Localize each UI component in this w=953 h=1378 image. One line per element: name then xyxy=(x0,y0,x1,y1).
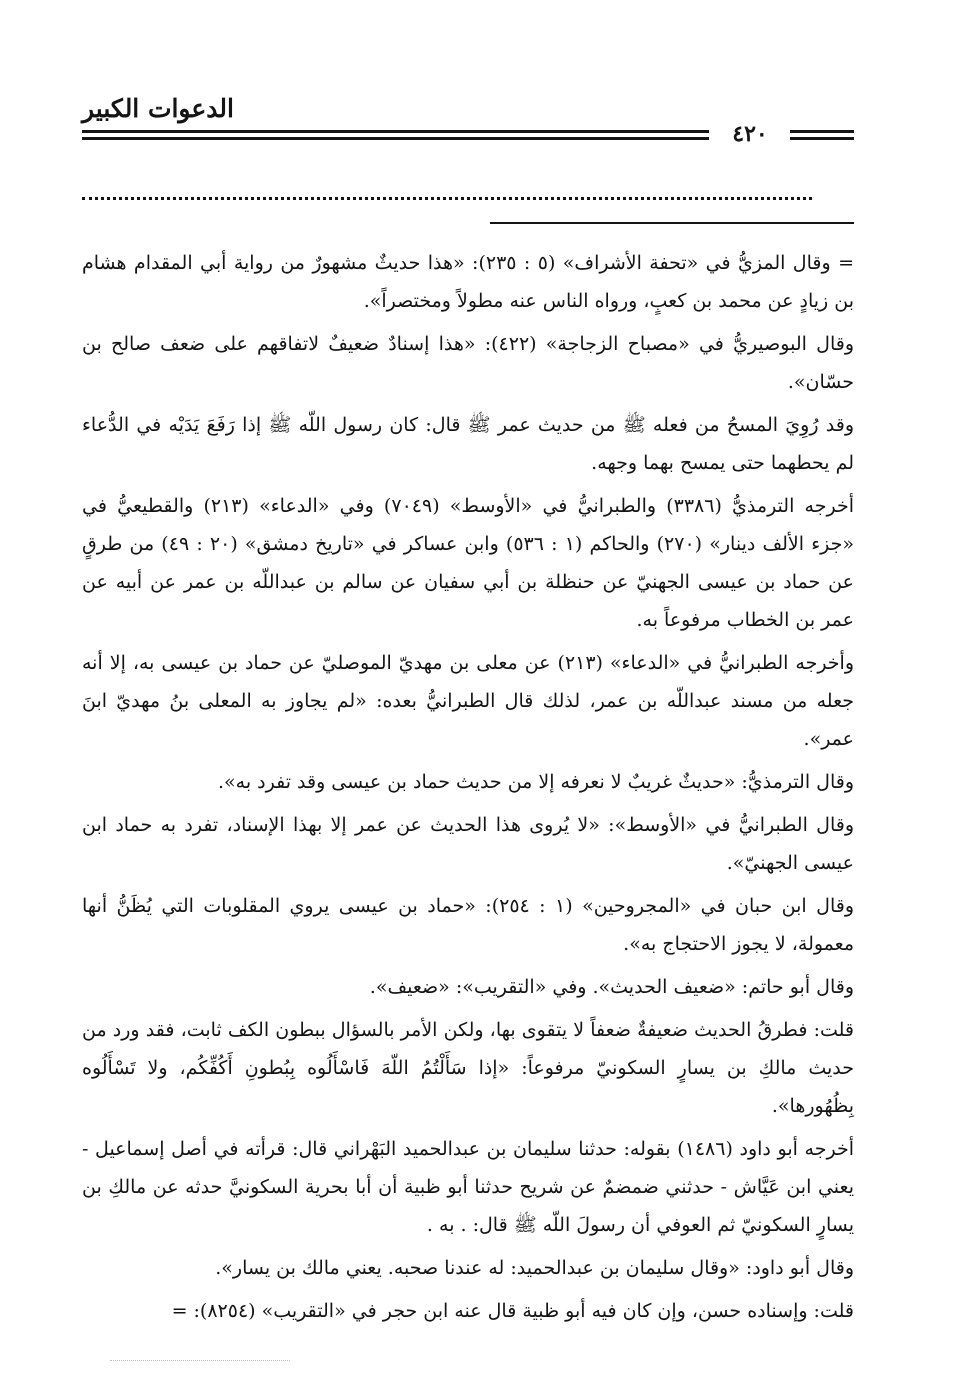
header-rule-right-upper xyxy=(790,130,854,133)
dotted-separator xyxy=(82,197,812,200)
scan-margin-noise xyxy=(110,1360,290,1361)
header-rule-right-lower xyxy=(790,137,854,140)
header-rule-lower xyxy=(82,137,709,140)
paragraph: وقال ابن حبان في «المجروحين» (١ : ٢٥٤): «حماد بن عيسى يروي المقلوبات التي يُظَنُّ أنها معمولة، لا يجوز الاحتجاج به». xyxy=(82,895,854,955)
footnote-rule xyxy=(490,222,854,224)
page-number: ٤٢٠ xyxy=(732,121,768,147)
paragraph: وقال أبو حاتم: «ضعيف الحديث». وفي «التقريب»: «ضعيف». xyxy=(369,976,854,998)
paragraph: أخرجه الترمذيُّ (٣٣٨٦) والطبرانيُّ في «الأوسط» (٧٠٤٩) وفي «الدعاء» (٢١٣) والقطيعيُّ في «جزء الألف دينار» (٢٧٠) والحاكم (١ : ٥٣٦) وابن عساكر في «تاريخ دمشق» (٢٠ : ٤٩) من طرقٍ عن حماد بن عيسى الجهنيّ عن حنظلة بن أبي سفيان عن سالم بن عبداللّه بن عمر عن أبيه عن عمر بن الخطاب مرفوعاً به. xyxy=(82,495,855,631)
paragraph: وقد رُوِيَ المسحُ من فعله ﷺ من حديث عمر ﷺ قال: كان رسول اللّه ﷺ إذا رَفَعَ يَدَيْه في الدُّعاء لم يحطهما حتى يمسح بهما وجهه. xyxy=(82,414,854,474)
header-rule-upper xyxy=(82,130,709,133)
footnote-body xyxy=(82,244,854,1335)
paragraph: وقال أبو داود: «وقال سليمان بن عبدالحميد: له عندنا صحبه. يعني مالك بن يسار». xyxy=(215,1257,854,1279)
paragraph: وقال البوصيريُّ في «مصباح الزجاجة» (٤٢٢): «هذا إسنادٌ ضعيفٌ لاتفاقهم على ضعف صالح بن حسّان». xyxy=(82,333,854,393)
paragraph: = وقال المزيُّ في «تحفة الأشراف» (٥ : ٢٣٥): «هذا حديثٌ مشهورٌ من رواية أبي المقدام هشام بن زيادٍ عن محمد بن كعبٍ، ورواه الناس عنه مطولاً ومختصراً». xyxy=(82,252,854,312)
running-title: الدعوات الكبير xyxy=(82,94,234,123)
paragraph: قلت: فطرقُ الحديث ضعيفةٌ ضعفاً لا يتقوى بها، ولكن الأمر بالسؤال ببطون الكف ثابت، فقد ورد من حديث مالكِ بن يسارٍ السكونيّ مرفوعاً: «إذا سَأَلْتُمُ اللّهَ فَاسْأَلُوه بِبُطونِ أَكُفِّكُم، ولا تَسْأَلُوه بِظُهُورها». xyxy=(82,1019,854,1117)
paragraph: قلت: وإسناده حسن، وإن كان فيه أبو ظبية قال عنه ابن حجر في «التقريب» (٨٢٥٤): = xyxy=(171,1300,854,1322)
paragraph: وقال الطبرانيُّ في «الأوسط»: «لا يُروى هذا الحديث عن عمر إلا بهذا الإسناد، تفرد به حماد ابن عيسى الجهنيّ». xyxy=(82,814,854,874)
paragraph: وقال الترمذيُّ: «حديثٌ غريبٌ لا نعرفه إلا من حديث حماد بن عيسى وقد تفرد به». xyxy=(217,771,854,793)
paragraph: وأخرجه الطبرانيُّ في «الدعاء» (٢١٣) عن معلى بن مهديّ الموصليّ عن حماد بن عيسى به، إلا أنه جعله من مسند عبداللّه بن عمر، لذلك قال الطبرانيُّ بعده: «لم يجاوز به المعلى بنُ مهديّ ابنَ عمر». xyxy=(82,652,854,750)
paragraph: أخرجه أبو داود (١٤٨٦) بقوله: حدثنا سليمان بن عبدالحميد البَهْراني قال: قرأته في أصل إسماعيل - يعني ابن عَيَّاش - حدثني ضمضمٌ عن شريح حدثنا أبو ظبية أن أبا بحرية السكونيَّ حدثه عن مالكِ بن يسارٍ السكونيّ ثم العوفي أن رسولَ اللّه ﷺ قال: . به . xyxy=(82,1138,854,1236)
